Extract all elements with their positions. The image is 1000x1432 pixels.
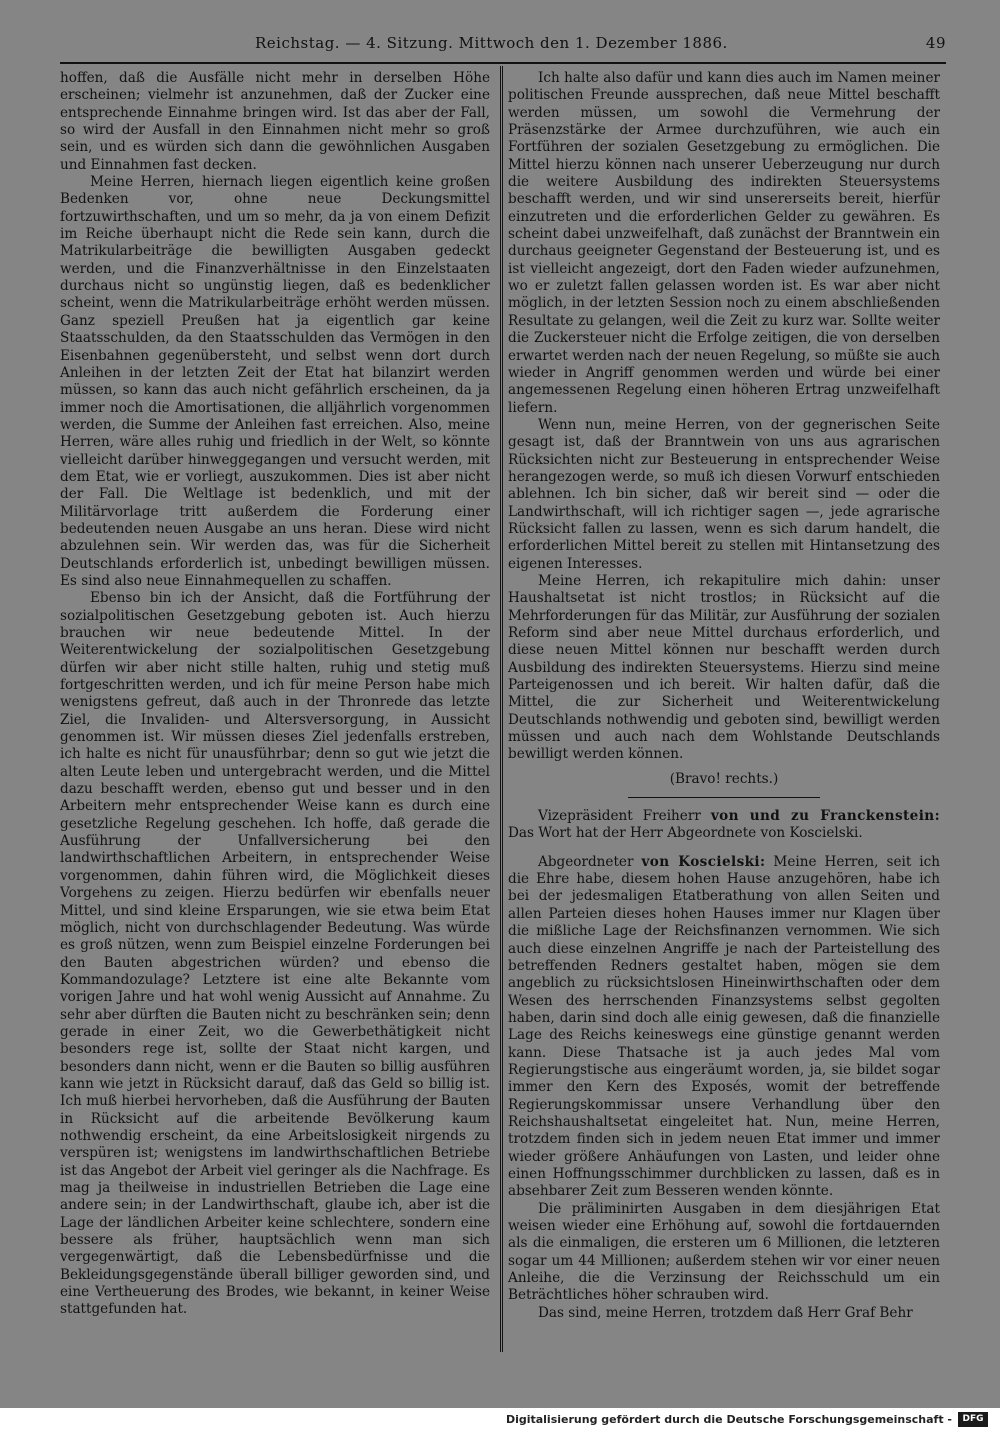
speaker-paragraph [508, 854, 940, 1201]
speaker-title: Abgeordneter [538, 853, 642, 870]
paragraph: Ich halte also dafür und kann dies auch im Namen meiner politischen Freunde aussprechen, daß neue Mittel beschafft werden müssen, um sowohl die Vermehrung der Präsenzstärke der Armee durchzuführen, wie auch ein Fortführen der sozialen Gesetzgebung zu ermöglichen. Die Mittel hierzu können nach unserer Ueberzeugung nur durch die weitere Ausbildung des indirekten Steuersystems beschafft werden, und wir sind unsererseits bereit, hierfür einzutreten und die erforderlichen Gelder zu gewähren. Es scheint dabei unzweifelhaft, daß zunächst der Branntwein ein durchaus geeigneter Gegenstand der Besteuerung ist, und es ist vielleicht angezeigt, dort den Faden wieder aufzunehmen, wo er zuletzt fallen gelassen worden ist. Es war aber nicht möglich, in der letzten Session noch zu einem abschließenden Resultate zu gelangen, weil die Zeit zu kurz war. Sollte weiter die Zuckersteuer nicht die Erfolge zeitigen, die von derselben erwartet werden nach der neuen Regelung, so müßte sie auch wieder in Angriff genommen werden und würde bei einer angemessenen Regelung einen höheren Ertrag unzweifelhaft liefern. [508, 70, 940, 416]
digitization-footer [0, 1408, 1000, 1432]
speech-text: Meine Herren, seit ich die Ehre habe, diesem hohen Hause anzugehören, habe ich bei der jedesmaligen Etatberathung von allen Seiten und allen Parteien dieses hohen Hauses immer nur Klagen über die mißliche Lage der Reichsfinanzen vernommen. Wie sich auch diese einzelnen Angriffe je nach der Parteistellung des betreffenden Redners gestaltet haben, mögen sie dem angeblich zu rücksichtslosen Hineinwirthschaften oder dem Wesen des herrschenden Finanzsystems selbst gegolten haben, darin sind doch alle einig gewesen, daß die finanzielle Lage des Reichs keineswegs eine günstige genannt werden kann. Diese Thatsache ist ja auch jedes Mal vom Regierungstische aus eingeräumt worden, ja, sie bildet sogar immer den Kern des Exposés, womit der betreffende Regierungskommissar unsere Verhandlung über den Reichshaushaltsetat eingeleitet hat. Nun, meine Herren, trotzdem finden sich in jedem neuen Etat immer und immer wieder größere Anhäufungen von Lasten, und leider ohne einen Hoffnungsschimmer durchblicken zu lassen, daß es in absehbarer Zeit zum Besseren wenden könnte. [508, 853, 940, 1200]
speaker-name: von und zu Franckenstein: [710, 808, 940, 825]
left-column [60, 70, 490, 1319]
applause-note: (Bravo! rechts.) [669, 770, 779, 787]
page-number: 49 [925, 34, 946, 52]
funding-credit: Digitalisierung gefördert durch die Deutsche Forschungsgemeinschaft - [505, 1413, 952, 1426]
speech-text: Das Wort hat der Herr Abgeordnete von Koscielski. [508, 825, 863, 842]
page-header [60, 34, 946, 56]
paragraph: Ebenso bin ich der Ansicht, daß die Fortführung der sozialpolitischen Gesetzgebung geboten ist. Auch hierzu brauchen wir neue bedeutende Mittel. In der Weiterentwickelung der sozialpolitischen Gesetzgebung dürfen wir aber nicht stille halten, ruhig und stetig muß fortgeschritten werden, und ich für meine Person habe mich wenigstens gefreut, daß auch in der Thronrede das letzte Ziel, die Invaliden- und Altersversorgung, in Aussicht genommen ist. Wir müssen dieses Ziel jedenfalls erstreben, ich halte es nicht für unausführbar; denn so gut wie jetzt die alten Leute leben und untergebracht werden, und die Mittel dazu beschafft werden, ebenso gut und besser und in den Arbeitern mehr entsprechender Weise kann es durch eine gesetzliche Regelung geschehen. Ich hoffe, daß gerade die Ausführung der Unfallversicherung bei den landwirthschaftlichen Arbeitern, in entsprechender Weise vorgenommen, dahin führen wird, die Möglichkeit dieses Vorgehens zu zeigen. Hierzu bedürfen wir ebenfalls neuer Mittel, und sind kleine Ersparungen, wie sie etwa beim Etat möglich, nicht von durchschlagender Bedeutung. Was würde es groß nützen, wenn zum Beispiel einzelne Forderungen bei den Bauten abgestrichen würden? und ebenso die Kommandozulage? Letztere ist eine alte Bekannte vom vorigen Jahre und hat wohl wenig Aussicht auf Annahme. Zu sehr aber dürften die Bauten nicht zu beschränken sein; denn gerade in einer Zeit, wo die Gewerbethätigkeit nicht besonders rege ist, sollte der Staat nicht kargen, und besonders dann nicht, wenn er die Bauten so billig ausführen kann wie jetzt in Rücksicht darauf, daß das Geld so billig ist. Ich muß hierbei hervorheben, daß die Ausführung der Bauten in Rücksicht auf die arbeitende Bevölkerung kaum nothwendig erscheint, da eine Arbeitslosigkeit nirgends zu verspüren ist; wenigstens im landwirthschaftlichen Betriebe ist das Angebot der Arbeit viel geringer als die Nachfrage. Es mag ja theilweise in industriellen Betrieben die Lage eine andere sein; in der Landwirthschaft, glaube ich, aber ist die Lage der ländlichen Arbeiter keine schlechtere, sondern eine bessere als früher, hauptsächlich wenn man sich vergegenwärtigt, daß die Lebensbedürfnisse und die Bekleidungsgegenstände überall billiger geworden sind, und eine Vertheuerung des Brodes, wie bekannt, in keiner Weise stattgefunden hat. [60, 590, 490, 1318]
column-divider [500, 66, 503, 1352]
speaker-paragraph [508, 808, 940, 843]
speaker-title: Vizepräsident Freiherr [538, 808, 711, 825]
right-column [508, 70, 940, 1322]
paragraph: hoffen, daß die Ausfälle nicht mehr in derselben Höhe erscheinen; vielmehr ist anzunehmen, daß der Zucker eine entsprechende Einnahme bringen wird. Ist das aber der Fall, so wird der Ausfall in den Einnahmen nicht mehr so groß sein, und es würden sich dann die gewöhnlichen Ausgaben und Einnahmen fast decken. [60, 70, 490, 173]
separator-line [628, 797, 820, 798]
header-rule [60, 62, 946, 64]
dfg-logo: DFG [958, 1412, 988, 1427]
paragraph: Die präliminirten Ausgaben in dem diesjährigen Etat weisen wieder eine Erhöhung auf, sowohl die fortdauernden als die einmaligen, die ersteren um 6 Millionen, die letzteren sogar um 44 Millionen; außerdem stehen wir vor einer neuen Anleihe, die die Verzinsung der Reichsschuld um ein Beträchtliches höher schrauben wird. [508, 1200, 940, 1304]
speaker-name: von Koscielski: [641, 853, 766, 870]
paragraph: Wenn nun, meine Herren, von der gegnerischen Seite gesagt ist, daß der Branntwein von uns aus agrarischen Rücksichten nicht zur Besteuerung in entsprechender Weise herangezogen werde, so muß ich diesen Vorwurf entschieden ablehnen. Ich bin sicher, daß wir bereit sind — oder die Landwirthschaft, will ich richtiger sagen —, jede agrarische Rücksicht fallen zu lassen, wenn es sich darum handelt, die erforderlichen Mittel bereit zu stellen mit Hintansetzung des eigenen Interesses. [508, 416, 940, 572]
paragraph: Meine Herren, ich rekapitulire mich dahin: unser Haushaltsetat ist nicht trostlos; in Rücksicht auf die Mehrforderungen für das Militär, zur Ausführung der sozialen Reform sind aber neue Mittel durchaus erforderlich, und diese neuen Mittel können nur beschafft werden durch Ausbildung des indirekten Steuersystems. Hierzu sind meine Parteigenossen und ich bereit. Wir halten dafür, daß die Mittel, die zur Sicherheit und Weiterentwickelung Deutschlands nothwendig und geboten sind, bewilligt werden müssen und auch nach dem Wohlstande Deutschlands bewilligt werden können. [508, 572, 940, 763]
header-title: Reichstag. — 4. Sitzung. Mittwoch den 1. Dezember 1886. [255, 34, 728, 52]
paragraph: Meine Herren, hiernach liegen eigentlich keine großen Bedenken vor, ohne neue Deckungsmittel fortzuwirthschaften, und um so mehr, da ja von einem Defizit im Reiche überhaupt nicht die Rede sein kann, durch die Matrikularbeiträge die bewilligten Ausgaben gedeckt werden, und die Finanzverhältnisse in den Einzelstaaten durchaus nicht so ungünstig liegen, daß es bedenklicher scheint, wenn die Matrikularbeiträge erhöht werden müssen. Ganz speziell Preußen hat ja eigentlich gar keine Staatsschulden, da den Staatsschulden das Vermögen in den Eisenbahnen gegenübersteht, und selbst wenn dort durch Anleihen in der letzten Zeit der Etat hat bilanzirt werden müssen, so kann das auch nicht gefährlich erscheinen, da ja immer noch die Amortisationen, die alljährlich vorgenommen werden, die Summe der Anleihen fast erreichen. Also, meine Herren, wäre alles ruhig und friedlich in der Welt, so könnte vielleicht darüber hinweggegangen und versucht werden, mit dem Etat, wie er vorliegt, auszukommen. Dies ist aber nicht der Fall. Die Weltlage ist bedenklich, und mit der Militärvorlage tritt außerdem die Forderung einer bedeutenden neuen Ausgabe an uns heran. Diese wird nicht abzulehnen sein. Wir werden das, was für die Sicherheit Deutschlands erforderlich ist, unbedingt bewilligen müssen. Es sind also neue Einnahmequellen zu schaffen. [60, 174, 490, 589]
paragraph: Das sind, meine Herren, trotzdem daß Herr Graf Behr [538, 1304, 913, 1321]
